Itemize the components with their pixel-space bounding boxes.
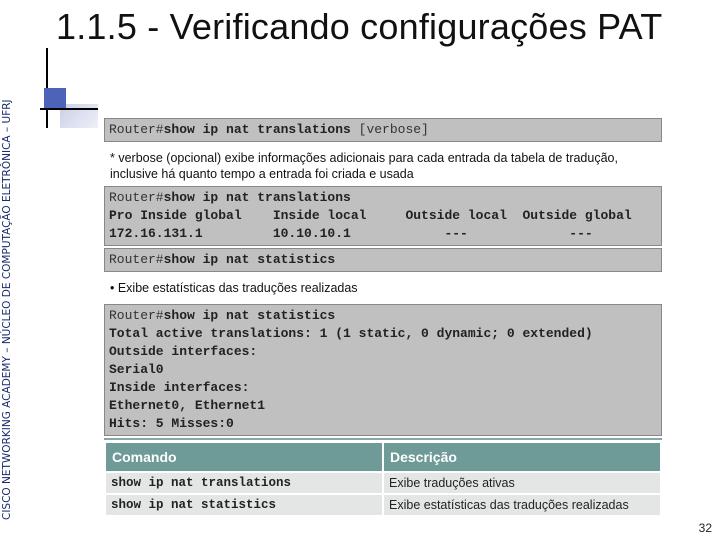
note-verbose [110, 150, 618, 182]
translations-row: 172.16.131.1 10.10.10.1 --- --- [109, 226, 593, 241]
command: show ip nat translations [163, 190, 351, 205]
statistics-line: Inside interfaces: [109, 380, 250, 395]
table-top-rule [104, 438, 662, 440]
code-block-translations [104, 186, 662, 246]
command-option: [verbose] [350, 122, 429, 137]
note-line: * verbose (opcional) exibe informações adicionais para cada entrada da tabela de tradução, [110, 151, 618, 165]
note-line: inclusive há quanto tempo a entrada foi criada e usada [110, 167, 414, 181]
code-block-verbose [104, 118, 662, 142]
decorative-square-blue [44, 88, 66, 110]
code-line [109, 189, 657, 207]
table-header-comando: Comando [105, 442, 383, 472]
table-header-descricao: Descrição [383, 442, 661, 472]
table-row [105, 472, 661, 494]
table-cell-command: show ip nat translations [105, 472, 383, 494]
prompt: Router# [109, 308, 164, 323]
table-cell-description: Exibe traduções ativas [383, 472, 661, 494]
table-row [105, 494, 661, 516]
statistics-line: Outside interfaces: [109, 344, 258, 359]
side-caption: CISCO NETWORKING ACADEMY – NÚCLEO DE COMPUTAÇÃO ELETRÔNICA – UFRJ [1, 99, 13, 520]
code-block-statistics-output [104, 304, 662, 436]
command: show ip nat translations [163, 122, 351, 137]
table-cell-description: Exibe estatísticas das traduções realizadas [383, 494, 661, 516]
command-table [104, 441, 662, 517]
statistics-line: Ethernet0, Ethernet1 [109, 398, 266, 413]
statistics-line: Total active translations: 1 (1 static, 0 dynamic; 0 extended) [109, 326, 593, 341]
prompt: Router# [109, 252, 164, 267]
command: show ip nat statistics [163, 308, 336, 323]
command: show ip nat statistics [163, 252, 336, 267]
table-cell-command: show ip nat statistics [105, 494, 383, 516]
page-number: 32 [698, 521, 712, 535]
code-block-statistics [104, 248, 662, 272]
slide-title: 1.1.5 - Verificando configurações PAT [56, 6, 663, 47]
code-line [109, 307, 657, 325]
decorative-line-horizontal [40, 108, 98, 110]
code-line [109, 251, 657, 269]
note-statistics: • Exibe estatísticas das traduções realizadas [110, 281, 358, 295]
prompt: Router# [109, 190, 164, 205]
table-header-row [105, 442, 661, 472]
statistics-line: Hits: 5 Misses:0 [109, 416, 234, 431]
statistics-line: Serial0 [109, 362, 164, 377]
code-line [109, 121, 657, 139]
translations-header: Pro Inside global Inside local Outside local Outside global [109, 208, 632, 223]
prompt: Router# [109, 122, 164, 137]
